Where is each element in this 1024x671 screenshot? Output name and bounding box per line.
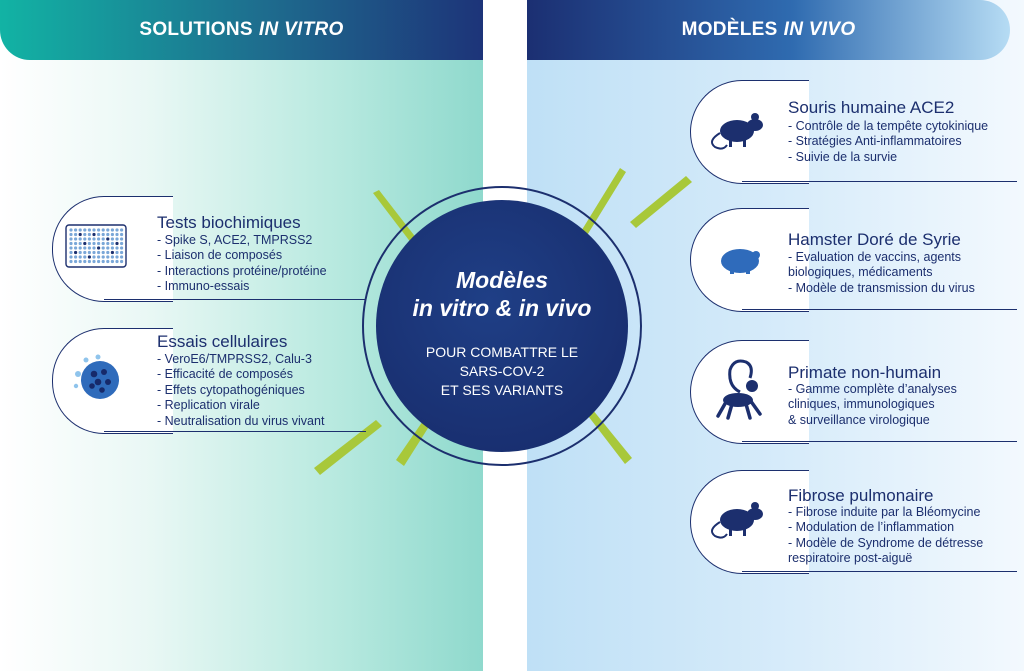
in-vivo-item-2-title: Primate non-humain [788,363,942,382]
well [74,251,77,254]
well [92,237,95,240]
well [92,233,95,236]
header-in-vitro-main: SOLUTIONS [139,19,253,40]
well [79,233,82,236]
well [92,251,95,254]
in-vitro-item-0-underline [104,299,366,300]
well [97,233,100,236]
well [115,255,118,258]
well [111,251,114,254]
well [83,255,86,258]
well [106,233,109,236]
well [102,228,105,231]
well [115,260,118,263]
well [102,233,105,236]
in-vivo-item-3-title: Fibrose pulmonaire [788,486,934,505]
in-vivo-item-2-underline [742,441,1017,442]
well [102,242,105,245]
bullet: - Fibrose induite par la Bléomycine [788,505,981,519]
well [120,246,123,249]
well [115,237,118,240]
in-vivo-item-1-bullets [788,250,975,296]
center-sub-line2: SARS-COV-2 [459,363,545,379]
monkey-icon [710,356,772,422]
bullet: - Stratégies Anti-inflammatoires [788,134,962,149]
bullet: biologiques, médicaments [788,265,933,280]
well [79,228,82,231]
well [102,246,105,249]
well [111,260,114,263]
well [88,237,91,240]
well [74,237,77,240]
well [106,251,109,254]
well [115,233,118,236]
well [92,260,95,263]
well [111,246,114,249]
well [79,260,82,263]
bullet: & surveillance virologique [788,412,930,427]
well [69,251,72,254]
mouse-icon [705,105,769,155]
in-vitro-item-0-bullets [157,233,327,295]
well [97,251,100,254]
bullet: - Effets cytopathogéniques [157,382,305,397]
in-vitro-item-1-title: Essais cellulaires [157,332,288,351]
well [115,242,118,245]
well [115,251,118,254]
center-sub-line3: ET SES VARIANTS [440,382,564,398]
in-vitro-item-1-underline [104,431,366,432]
bullet: - Modulation de l’inflammation [788,520,955,535]
well [111,242,114,245]
well [120,242,123,245]
bullet: - Replication virale [157,398,260,413]
well [74,255,77,258]
well [97,228,100,231]
bullet: - Interactions protéine/protéine [157,263,327,278]
well [106,237,109,240]
well [115,228,118,231]
well [92,228,95,231]
well [106,255,109,258]
cell-icon [70,352,126,404]
well [79,237,82,240]
bullet: - Suivie de la survie [788,149,898,164]
rat-icon [705,494,769,544]
well [120,233,123,236]
well [120,228,123,231]
well [83,228,86,231]
well [120,260,123,263]
well [69,237,72,240]
header-in-vivo-main: MODÈLES [681,19,778,40]
center-title-line1: Modèles [455,267,549,293]
well [106,242,109,245]
bullet: cliniques, immunologiques [788,397,935,412]
well [74,228,77,231]
well-plate-icon [64,223,128,269]
bullet: - Modèle de Syndrome de détresse [788,535,984,550]
center-subtitle [376,343,628,400]
well [120,251,123,254]
well [88,228,91,231]
well [106,228,109,231]
well [92,242,95,245]
well [92,255,95,258]
well [79,255,82,258]
bullet: - Immuno-essais [157,279,250,294]
well [88,255,91,258]
header-in-vitro-italic: IN VITRO [258,19,344,40]
ray-right-top [630,176,692,228]
center-title-line2: in vitro & in vivo [412,295,592,321]
bullet: - Neutralisation du virus vivant [157,413,325,428]
well [97,237,100,240]
well [97,255,100,258]
well [69,242,72,245]
well [69,233,72,236]
well [88,246,91,249]
well [120,237,123,240]
well [88,251,91,254]
bullet: respiratoire post-aiguë [788,551,913,566]
well [102,251,105,254]
well [83,233,86,236]
well [69,228,72,231]
bullet: - Efficacité de composés [157,367,293,382]
well [120,255,123,258]
header-in-vivo-italic: IN VIVO [783,19,856,40]
well [83,237,86,240]
in-vivo-item-2-bullets [788,382,957,428]
well [69,246,72,249]
well [97,260,100,263]
in-vivo-item-0-title: Souris humaine ACE2 [788,98,955,117]
in-vivo-item-1-title: Hamster Doré de Syrie [788,230,961,249]
bullet: - Liaison de composés [157,248,283,263]
well [74,242,77,245]
hamster-icon [712,242,768,278]
in-vitro-item-1-bullets [157,352,324,429]
well [79,246,82,249]
in-vivo-item-0-bullets [788,119,988,165]
center-title [376,266,628,322]
well [83,251,86,254]
bullet: - Modèle de transmission du virus [788,280,975,295]
well [69,260,72,263]
well [88,233,91,236]
well [92,246,95,249]
well [111,255,114,258]
well [74,260,77,263]
center-sub-line1: POUR COMBATTRE LE [425,344,579,360]
well [106,246,109,249]
well [83,246,86,249]
well [106,260,109,263]
in-vivo-item-0-underline [742,181,1017,182]
well [102,255,105,258]
in-vivo-item-3-underline [742,571,1017,572]
well [74,233,77,236]
well [79,242,82,245]
well [69,255,72,258]
well [115,246,118,249]
well [102,260,105,263]
well [111,237,114,240]
well [111,233,114,236]
well [97,246,100,249]
bullet: - Spike S, ACE2, TMPRSS2 [157,233,313,247]
in-vivo-item-3-bullets [788,505,983,567]
well [74,246,77,249]
well [88,242,91,245]
bullet: - Evaluation de vaccins, agents [788,250,962,264]
in-vitro-item-0-title: Tests biochimiques [157,213,301,232]
well [102,237,105,240]
well [97,242,100,245]
well [83,242,86,245]
well [88,260,91,263]
well [79,251,82,254]
well [83,260,86,263]
bullet: - Gamme complète d’analyses [788,382,957,396]
in-vivo-item-1-underline [742,309,1017,310]
well [111,228,114,231]
bullet: - VeroE6/TMPRSS2, Calu-3 [157,352,312,366]
bullet: - Contrôle de la tempête cytokinique [788,119,989,133]
center-disc [376,200,628,452]
